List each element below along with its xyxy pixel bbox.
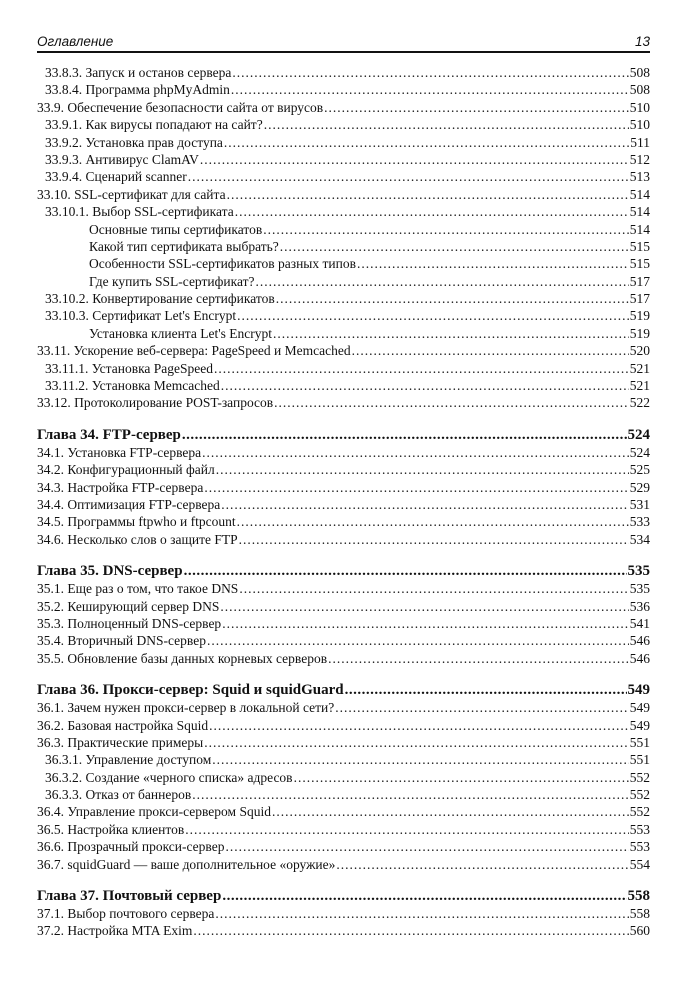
toc-entry-page: 515 — [629, 238, 650, 254]
dot-leader — [328, 650, 629, 667]
toc-entry-title: Особенности SSL-сертификатов разных типов — [89, 256, 356, 272]
dot-leader — [273, 325, 629, 342]
toc-entry-title: Основные типы сертификатов — [89, 221, 263, 237]
toc-entry-title: 34.6. Несколько слов о защите FTP — [37, 531, 238, 547]
toc-entry-page: 558 — [629, 906, 650, 922]
toc-entry-page: 520 — [629, 343, 650, 359]
toc-entry-title: 37.1. Выбор почтового сервера — [37, 906, 215, 922]
dot-leader — [215, 905, 628, 922]
dot-leader — [214, 360, 629, 377]
toc-entry — [37, 838, 650, 855]
toc-entry-page: 535 — [627, 563, 650, 580]
dot-leader — [185, 821, 629, 838]
toc-entry — [37, 290, 650, 307]
toc-entry — [37, 360, 650, 377]
dot-leader — [200, 151, 629, 168]
dot-leader — [221, 377, 629, 394]
toc-entry — [37, 632, 650, 649]
toc-entry-page: 508 — [629, 82, 650, 98]
toc-entry-page: 521 — [629, 360, 650, 376]
toc-entry-page: 514 — [629, 221, 650, 237]
toc-entry-title: 33.10.1. Выбор SSL-сертификата — [45, 204, 234, 220]
toc-entry-title: 34.2. Конфигурационный файл — [37, 462, 215, 478]
toc-entry-page: 524 — [629, 444, 650, 460]
toc-entry-page: 510 — [629, 99, 650, 115]
toc-entry — [37, 821, 650, 838]
toc-entry-page: 552 — [629, 804, 650, 820]
toc-entry — [37, 922, 650, 939]
dot-leader — [188, 168, 629, 185]
toc-entry — [37, 81, 650, 98]
toc-entry-page: 510 — [629, 117, 650, 133]
toc-entry-title: Где купить SSL-сертификат? — [89, 273, 255, 289]
dot-leader — [335, 699, 629, 716]
toc-chapter-heading — [37, 887, 650, 905]
dot-leader — [192, 786, 629, 803]
toc-entry — [37, 151, 650, 168]
toc-entry-page: 535 — [629, 581, 650, 597]
toc-entry-page: 552 — [629, 769, 650, 785]
toc-entry-title: Глава 36. Прокси-сервер: Squid и squidGuard — [37, 682, 344, 699]
dot-leader — [280, 238, 629, 255]
toc-entry — [37, 461, 650, 478]
toc-entry — [37, 513, 650, 530]
toc-entry-page: 512 — [629, 151, 650, 167]
toc-entry — [37, 221, 650, 238]
toc-entry-page: 560 — [629, 923, 650, 939]
dot-leader — [222, 615, 629, 632]
toc-entry — [37, 905, 650, 922]
toc-entry-title: 37.2. Настройка MTA Exim — [37, 923, 193, 939]
toc-entry-title: Глава 35. DNS-сервер — [37, 563, 183, 580]
dot-leader — [224, 134, 629, 151]
toc-entry — [37, 479, 650, 496]
toc-chapter-heading — [37, 562, 650, 580]
toc-entry-title: 34.3. Настройка FTP-сервера — [37, 479, 204, 495]
toc-entry-title: Какой тип сертификата выбрать? — [89, 238, 279, 254]
dot-leader — [222, 887, 626, 905]
toc-entry-title: 33.10.2. Конвертирование сертификатов — [45, 291, 275, 307]
toc-chapter-heading — [37, 426, 650, 444]
toc-entry-page: 521 — [629, 378, 650, 394]
toc-entry-page: 517 — [629, 291, 650, 307]
dot-leader — [357, 255, 629, 272]
dot-leader — [324, 99, 629, 116]
toc-entry — [37, 394, 650, 411]
toc-entry — [37, 803, 650, 820]
dot-leader — [345, 681, 627, 699]
dot-leader — [263, 221, 629, 238]
dot-leader — [294, 769, 629, 786]
toc-entry-title: 35.2. Кеширующий сервер DNS — [37, 598, 220, 614]
toc-entry-page: 552 — [629, 787, 650, 803]
toc-entry — [37, 273, 650, 290]
dot-leader — [272, 803, 629, 820]
dot-leader — [239, 531, 629, 548]
toc-entry — [37, 699, 650, 716]
toc-entry-page: 524 — [627, 426, 650, 443]
dot-leader — [352, 342, 629, 359]
toc-entry-title: 33.11.1. Установка PageSpeed — [45, 360, 214, 376]
toc-entry — [37, 64, 650, 81]
toc-entry-title: 33.10.3. Сертификат Let's Encrypt — [45, 308, 237, 324]
dot-leader — [225, 838, 628, 855]
toc-entry-page: 517 — [629, 273, 650, 289]
toc-entry-title: 33.11.2. Установка Memcached — [45, 378, 220, 394]
dot-leader — [182, 426, 627, 444]
toc-entry-title: 35.4. Вторичный DNS-сервер — [37, 633, 206, 649]
toc-entry-page: 511 — [630, 134, 650, 150]
toc-entry-page: 549 — [627, 682, 650, 699]
toc-entry-title: 34.5. Программы ftpwho и ftpcount — [37, 514, 236, 530]
dot-leader — [184, 562, 627, 580]
toc-entry-page: 554 — [629, 856, 650, 872]
toc-entry-page: 553 — [629, 821, 650, 837]
toc-entry-page: 525 — [629, 462, 650, 478]
toc-entry — [37, 134, 650, 151]
toc-entry-page: 541 — [629, 615, 650, 631]
toc-entry — [37, 444, 650, 461]
toc-entry — [37, 598, 650, 615]
toc-entry-page: 546 — [629, 633, 650, 649]
toc-entry-title: 36.3.2. Создание «черного списка» адресов — [45, 769, 293, 785]
toc-entry-title: 33.9.4. Сценарий scanner — [45, 169, 187, 185]
toc-entry-page: 536 — [629, 598, 650, 614]
toc-entry-page: 558 — [627, 888, 650, 905]
toc-entry — [37, 255, 650, 272]
toc-entry — [37, 650, 650, 667]
toc-entry-page: 514 — [629, 186, 650, 202]
dot-leader — [235, 203, 629, 220]
dot-leader — [231, 81, 629, 98]
toc-entry — [37, 342, 650, 359]
toc-entry-title: 35.3. Полноценный DNS-сервер — [37, 615, 222, 631]
dot-leader — [221, 496, 628, 513]
toc-entry — [37, 531, 650, 548]
toc-entry-title: 33.9. Обеспечение безопасности сайта от вирусов — [37, 99, 324, 115]
toc-entry-title: 33.9.2. Установка прав доступа — [45, 134, 223, 150]
toc-entry — [37, 615, 650, 632]
toc-entry-title: 36.1. Зачем нужен прокси-сервер в локальной сети? — [37, 700, 335, 716]
header-page-number: 13 — [634, 34, 650, 49]
dot-leader — [204, 479, 628, 496]
toc-entry-title: 33.12. Протоколирование POST-запросов — [37, 395, 274, 411]
toc-entry-title: 36.7. squidGuard — ваше дополнительное «оружие» — [37, 856, 336, 872]
toc-entry-title: 36.5. Настройка клиентов — [37, 821, 185, 837]
toc-entry — [37, 168, 650, 185]
toc-entry-page: 529 — [629, 479, 650, 495]
header-section-title: Оглавление — [37, 34, 114, 49]
toc-entry — [37, 377, 650, 394]
toc-entry-title: 36.6. Прозрачный прокси-сервер — [37, 839, 225, 855]
toc-entry — [37, 769, 650, 786]
dot-leader — [237, 513, 629, 530]
dot-leader — [209, 717, 629, 734]
toc-entry — [37, 734, 650, 751]
toc-entry-page: 553 — [629, 839, 650, 855]
toc-entry-page: 551 — [629, 734, 650, 750]
toc-entry-title: 35.1. Еще раз о том, что такое DNS — [37, 581, 239, 597]
toc-entry-title: Глава 34. FTP-сервер — [37, 426, 181, 443]
toc-entry-title: 33.8.4. Программа phpMyAdmin — [45, 82, 230, 98]
toc-entry-title: 36.3.1. Управление доступом — [45, 752, 212, 768]
toc-entry-page: 508 — [629, 65, 650, 80]
table-of-contents — [37, 64, 650, 940]
toc-entry-page: 513 — [629, 169, 650, 185]
toc-entry — [37, 203, 650, 220]
toc-entry — [37, 856, 650, 873]
toc-entry-title: 36.4. Управление прокси-сервером Squid — [37, 804, 271, 820]
dot-leader — [220, 598, 628, 615]
toc-entry-page: 519 — [629, 325, 650, 341]
toc-entry-page: 531 — [629, 496, 650, 512]
dot-leader — [216, 461, 629, 478]
toc-entry — [37, 496, 650, 513]
toc-entry — [37, 717, 650, 734]
dot-leader — [204, 734, 629, 751]
dot-leader — [207, 632, 629, 649]
dot-leader — [274, 394, 629, 411]
dot-leader — [227, 186, 629, 203]
toc-entry — [37, 186, 650, 203]
dot-leader — [212, 751, 628, 768]
toc-entry-title: 33.9.3. Антивирус ClamAV — [45, 151, 199, 167]
dot-leader — [202, 444, 629, 461]
toc-entry-title: 35.5. Обновление базы данных корневых серверов — [37, 650, 328, 666]
toc-entry-title: 33.9.1. Как вирусы попадают на сайт? — [45, 117, 263, 133]
toc-entry-page: 551 — [629, 752, 650, 768]
toc-entry — [37, 786, 650, 803]
toc-entry-page: 549 — [629, 700, 650, 716]
toc-entry-title: 36.2. Базовая настройка Squid — [37, 717, 209, 733]
dot-leader — [264, 116, 629, 133]
toc-chapter-heading — [37, 681, 650, 699]
toc-entry — [37, 116, 650, 133]
toc-entry-page: 533 — [629, 514, 650, 530]
dot-leader — [276, 290, 629, 307]
toc-entry-page: 519 — [629, 308, 650, 324]
dot-leader — [239, 580, 628, 597]
toc-entry-page: 522 — [629, 395, 650, 411]
running-header — [37, 29, 650, 53]
toc-entry-title: Установка клиента Let's Encrypt — [89, 325, 273, 341]
dot-leader — [256, 273, 629, 290]
toc-entry-title: Глава 37. Почтовый сервер — [37, 888, 222, 905]
toc-entry — [37, 325, 650, 342]
dot-leader — [232, 64, 628, 81]
toc-entry-title: 33.8.3. Запуск и останов сервера — [45, 65, 232, 80]
toc-entry-title: 34.1. Установка FTP-сервера — [37, 444, 202, 460]
toc-entry-page: 534 — [629, 531, 650, 547]
dot-leader — [336, 856, 628, 873]
toc-entry-title: 33.11. Ускорение веб-сервера: PageSpeed и Memcached — [37, 343, 351, 359]
toc-entry-page: 549 — [629, 717, 650, 733]
toc-entry-page: 515 — [629, 256, 650, 272]
toc-entry — [37, 238, 650, 255]
toc-entry — [37, 307, 650, 324]
toc-entry — [37, 99, 650, 116]
toc-entry-title: 36.3. Практические примеры — [37, 734, 204, 750]
toc-entry-page: 546 — [629, 650, 650, 666]
dot-leader — [237, 307, 629, 324]
toc-entry — [37, 580, 650, 597]
toc-entry-title: 34.4. Оптимизация FTP-сервера — [37, 496, 221, 512]
toc-entry-title: 36.3.3. Отказ от баннеров — [45, 787, 192, 803]
toc-entry-title: 33.10. SSL-сертификат для сайта — [37, 186, 226, 202]
toc-entry — [37, 751, 650, 768]
toc-entry-page: 514 — [629, 204, 650, 220]
dot-leader — [193, 922, 628, 939]
